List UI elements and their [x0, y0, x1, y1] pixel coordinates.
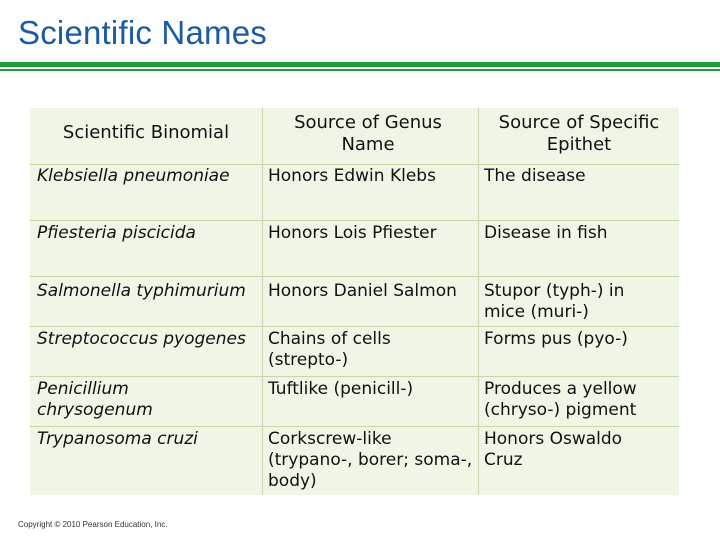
row-divider [30, 376, 679, 377]
cell-epithet: Disease in fish [484, 223, 608, 243]
header-binomial: Scientific Binomial [62, 122, 230, 143]
column-divider [478, 108, 479, 495]
cell-epithet [484, 281, 654, 323]
cell-binomial: Salmonella typhimurium [37, 281, 246, 301]
cell-genus: Honors Lois Pfiester [268, 223, 437, 243]
row-divider [30, 326, 679, 327]
row-divider [30, 164, 679, 165]
cell-epithet: Forms pus (pyo-) [484, 329, 628, 349]
cell-binomial: Penicillium chrysogenum [37, 379, 153, 420]
slide-title: Scientific Names [18, 14, 267, 51]
cell-binomial: Streptococcus pyogenes [37, 329, 246, 349]
cell-binomial: Trypanosoma cruzi [37, 429, 198, 449]
cell-epithet-text: Stupor (typh-) in mice (muri-) [484, 281, 625, 322]
cell-genus: Chains of cells (strepto-) [268, 329, 391, 370]
cell-genus: Honors Daniel Salmon [268, 281, 457, 301]
cell-epithet: Produces a yellow (chryso-) pigment [484, 379, 637, 420]
cell-genus: Tuftlike (penicill-) [268, 379, 414, 399]
copyright-notice: Copyright © 2010 Pearson Education, Inc. [18, 520, 168, 529]
header-epithet: Source of Specific Epithet [498, 112, 660, 155]
cell-binomial: Pfiesteria piscicida [37, 223, 196, 243]
cell-epithet: The disease [484, 166, 586, 186]
column-divider [262, 108, 263, 495]
row-divider [30, 220, 679, 221]
title-rule [0, 62, 720, 67]
row-divider [30, 426, 679, 427]
cell-genus: Honors Edwin Klebs [268, 166, 436, 186]
names-table [30, 108, 679, 495]
cell-binomial: Klebsiella pneumoniae [37, 166, 230, 186]
cell-genus: Corkscrew-like (trypano-, borer; soma-, body) [268, 429, 473, 491]
header-genus: Source of Genus Name [294, 112, 442, 155]
row-divider [30, 276, 679, 277]
title-rule-thin [0, 69, 720, 71]
cell-epithet: Honors Oswaldo Cruz [484, 429, 623, 470]
